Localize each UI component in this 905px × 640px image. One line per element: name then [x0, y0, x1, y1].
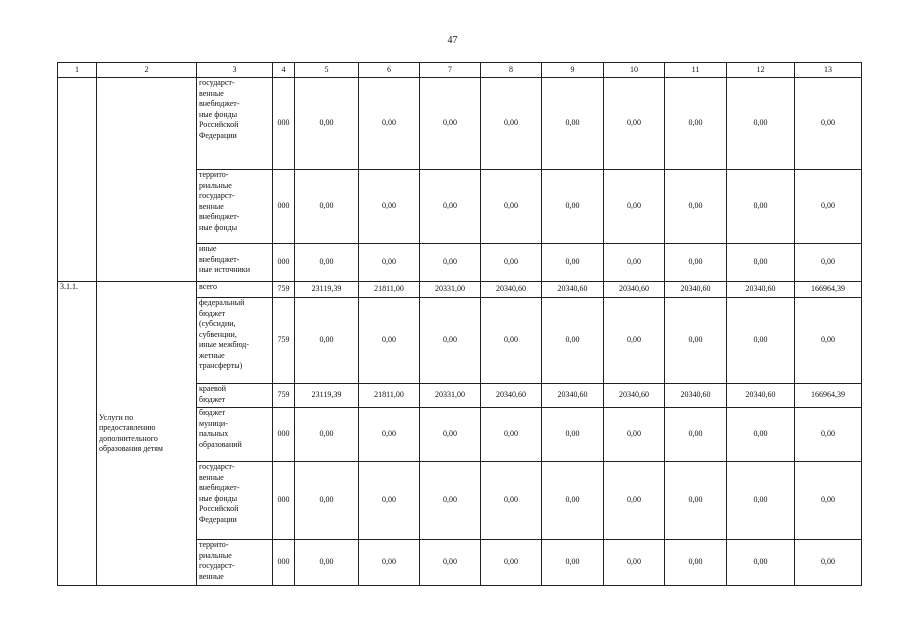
value-cell: 0,00 [727, 408, 795, 462]
empty-cell [97, 78, 197, 282]
value-cell: 000 [273, 462, 295, 540]
column-header: 3 [197, 63, 273, 78]
value-cell: 759 [273, 298, 295, 384]
column-header: 9 [542, 63, 604, 78]
header-row [58, 63, 862, 78]
value-cell: 0,00 [359, 298, 420, 384]
value-cell: 0,00 [542, 462, 604, 540]
column-header: 4 [273, 63, 295, 78]
value-cell: 21811,00 [359, 282, 420, 298]
value-cell: 0,00 [295, 170, 359, 244]
value-cell: 0,00 [795, 78, 862, 170]
value-cell: 20340,60 [665, 282, 727, 298]
value-cell: 23119,39 [295, 282, 359, 298]
value-cell: 0,00 [295, 408, 359, 462]
value-cell: 20340,60 [727, 282, 795, 298]
value-cell: 0,00 [420, 462, 481, 540]
column-header: 8 [481, 63, 542, 78]
value-cell: 000 [273, 244, 295, 282]
value-cell: 0,00 [481, 78, 542, 170]
value-cell: 0,00 [604, 462, 665, 540]
budget-table [57, 62, 862, 586]
source-cell: террито- риальные государст- венные [197, 540, 273, 586]
value-cell: 23119,39 [295, 384, 359, 408]
value-cell: 0,00 [604, 170, 665, 244]
column-header: 11 [665, 63, 727, 78]
value-cell: 166964,39 [795, 282, 862, 298]
value-cell: 0,00 [420, 170, 481, 244]
value-cell: 000 [273, 540, 295, 586]
value-cell: 0,00 [795, 298, 862, 384]
value-cell: 0,00 [604, 408, 665, 462]
value-cell: 0,00 [665, 170, 727, 244]
value-cell: 0,00 [604, 78, 665, 170]
value-cell: 0,00 [795, 244, 862, 282]
source-cell: террито- риальные государст- венные внебюджет- ные фонды [197, 170, 273, 244]
value-cell: 0,00 [481, 298, 542, 384]
source-cell: государст- венные внебюджет- ные фонды Российской Федерации [197, 78, 273, 170]
value-cell: 0,00 [665, 244, 727, 282]
value-cell: 0,00 [359, 170, 420, 244]
value-cell: 20340,60 [604, 282, 665, 298]
value-cell: 0,00 [665, 462, 727, 540]
value-cell: 0,00 [604, 298, 665, 384]
value-cell: 0,00 [795, 462, 862, 540]
value-cell: 0,00 [481, 540, 542, 586]
column-header: 10 [604, 63, 665, 78]
value-cell: 0,00 [420, 540, 481, 586]
column-header: 7 [420, 63, 481, 78]
value-cell: 0,00 [481, 244, 542, 282]
value-cell: 0,00 [727, 78, 795, 170]
value-cell: 0,00 [359, 462, 420, 540]
source-cell: краевой бюджет [197, 384, 273, 408]
source-cell: всего [197, 282, 273, 298]
value-cell: 0,00 [359, 78, 420, 170]
value-cell: 0,00 [542, 78, 604, 170]
value-cell: 0,00 [665, 298, 727, 384]
value-cell: 20340,60 [481, 282, 542, 298]
value-cell: 20340,60 [481, 384, 542, 408]
empty-cell [58, 78, 97, 282]
value-cell: 0,00 [481, 462, 542, 540]
source-cell: бюджет муници- пальных образований [197, 408, 273, 462]
value-cell: 0,00 [420, 78, 481, 170]
value-cell: 0,00 [542, 298, 604, 384]
value-cell: 000 [273, 78, 295, 170]
value-cell: 0,00 [604, 540, 665, 586]
value-cell: 20331,00 [420, 282, 481, 298]
value-cell: 000 [273, 170, 295, 244]
value-cell: 20340,60 [665, 384, 727, 408]
value-cell: 759 [273, 384, 295, 408]
value-cell: 20340,60 [727, 384, 795, 408]
value-cell: 0,00 [481, 170, 542, 244]
table-row [58, 78, 862, 170]
value-cell: 0,00 [542, 540, 604, 586]
value-cell: 0,00 [295, 78, 359, 170]
value-cell: 0,00 [481, 408, 542, 462]
value-cell: 0,00 [420, 244, 481, 282]
value-cell: 0,00 [420, 408, 481, 462]
column-header: 13 [795, 63, 862, 78]
value-cell: 0,00 [542, 170, 604, 244]
value-cell: 20340,60 [542, 282, 604, 298]
value-cell: 166964,39 [795, 384, 862, 408]
value-cell: 0,00 [727, 170, 795, 244]
value-cell: 0,00 [295, 540, 359, 586]
value-cell: 0,00 [295, 462, 359, 540]
value-cell: 0,00 [295, 244, 359, 282]
value-cell: 0,00 [727, 462, 795, 540]
column-header: 1 [58, 63, 97, 78]
row-name: Услуги по предоставлению дополнительного образования детям [97, 282, 197, 586]
value-cell: 0,00 [727, 540, 795, 586]
value-cell: 0,00 [604, 244, 665, 282]
value-cell: 0,00 [295, 298, 359, 384]
value-cell: 20331,00 [420, 384, 481, 408]
value-cell: 0,00 [542, 408, 604, 462]
column-header: 12 [727, 63, 795, 78]
column-header: 2 [97, 63, 197, 78]
value-cell: 0,00 [665, 78, 727, 170]
value-cell: 0,00 [795, 170, 862, 244]
value-cell: 0,00 [727, 244, 795, 282]
value-cell: 0,00 [795, 540, 862, 586]
source-cell: государст- венные внебюджет- ные фонды Российской Федерации [197, 462, 273, 540]
value-cell: 0,00 [542, 244, 604, 282]
source-cell: федеральный бюджет (субсидии, субвенции, иные межбюд- жетные трансферты) [197, 298, 273, 384]
value-cell: 759 [273, 282, 295, 298]
value-cell: 0,00 [359, 408, 420, 462]
value-cell: 0,00 [665, 408, 727, 462]
page-number: 47 [447, 35, 458, 46]
value-cell: 0,00 [795, 408, 862, 462]
column-header: 5 [295, 63, 359, 78]
row-code: 3.1.1. [58, 282, 97, 586]
value-cell: 0,00 [665, 540, 727, 586]
table-row [58, 282, 862, 298]
value-cell: 20340,60 [542, 384, 604, 408]
value-cell: 0,00 [359, 244, 420, 282]
value-cell: 0,00 [727, 298, 795, 384]
source-cell: иные внебюджет- ные источники [197, 244, 273, 282]
value-cell: 21811,00 [359, 384, 420, 408]
value-cell: 0,00 [359, 540, 420, 586]
value-cell: 0,00 [420, 298, 481, 384]
value-cell: 20340,60 [604, 384, 665, 408]
column-header: 6 [359, 63, 420, 78]
value-cell: 000 [273, 408, 295, 462]
